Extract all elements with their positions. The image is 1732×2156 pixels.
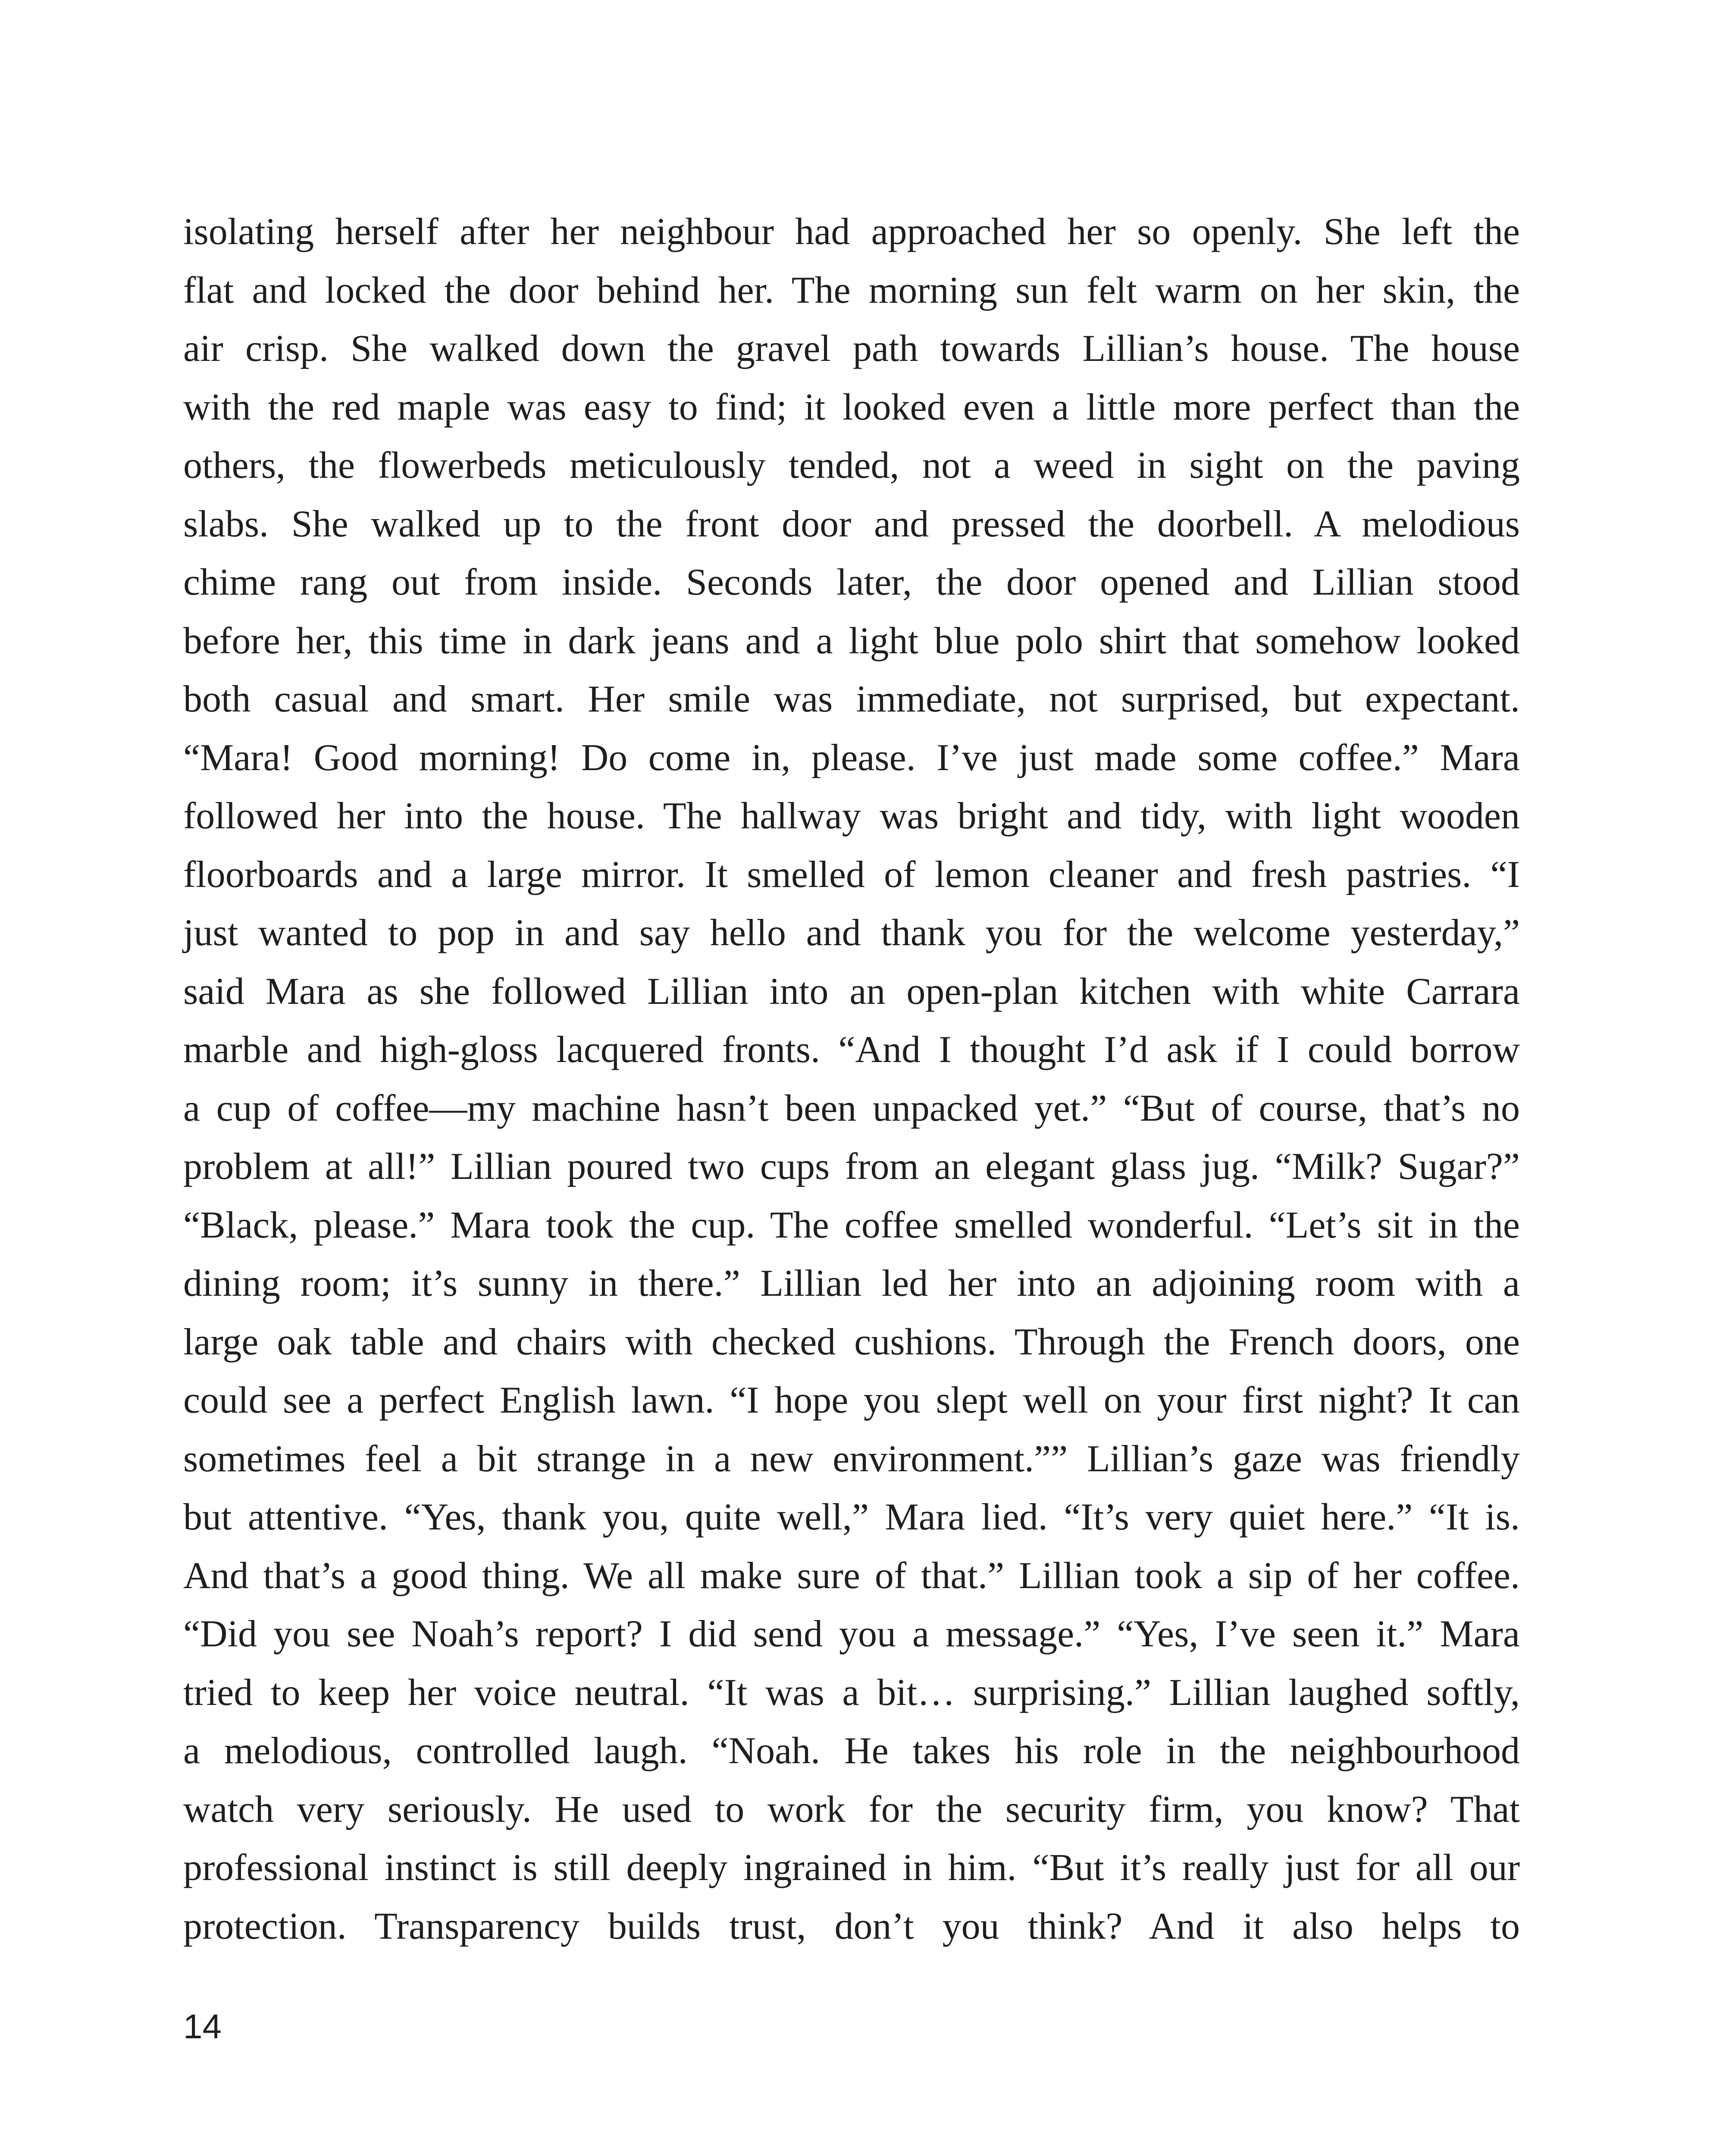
body-text	[183, 203, 1520, 1955]
text-line: problem at all!” Lillian poured two cups from an elegant glass jug. “Milk? Sugar?”	[183, 1146, 1520, 1188]
text-line: large oak table and chairs with checked cushions. Through the French doors, one	[183, 1321, 1520, 1363]
text-line: both casual and smart. Her smile was immediate, not surprised, but expectant.	[183, 678, 1520, 720]
text-line: followed her into the house. The hallway was bright and tidy, with light wooden	[183, 795, 1520, 837]
text-line: a melodious, controlled laugh. “Noah. He takes his role in the neighbourhood	[183, 1730, 1520, 1772]
text-line: with the red maple was easy to find; it looked even a little more perfect than the	[183, 386, 1520, 428]
text-line: a cup of coffee—my machine hasn’t been unpacked yet.” “But of course, that’s no	[183, 1087, 1520, 1129]
text-line: watch very seriously. He used to work for the security firm, you know? That	[183, 1788, 1520, 1830]
page-number: 14	[183, 2007, 222, 2046]
text-line: “Mara! Good morning! Do come in, please. I’ve just made some coffee.” Mara	[183, 736, 1520, 779]
text-line: protection. Transparency builds trust, don’t you think? And it also helps to	[183, 1905, 1520, 1947]
text-line: said Mara as she followed Lillian into an open-plan kitchen with white Carrara	[183, 970, 1520, 1012]
text-line: air crisp. She walked down the gravel path towards Lillian’s house. The house	[183, 328, 1520, 370]
text-line: And that’s a good thing. We all make sure of that.” Lillian took a sip of her coffee.	[183, 1554, 1520, 1597]
text-line: “Did you see Noah’s report? I did send you a message.” “Yes, I’ve seen it.” Mara	[183, 1613, 1520, 1655]
text-line: isolating herself after her neighbour had approached her so openly. She left the	[183, 211, 1520, 253]
text-line: floorboards and a large mirror. It smelled of lemon cleaner and fresh pastries. “I	[183, 853, 1520, 896]
text-line: others, the flowerbeds meticulously tended, not a weed in sight on the paving	[183, 445, 1520, 486]
text-line: just wanted to pop in and say hello and thank you for the welcome yesterday,”	[183, 912, 1520, 954]
text-line: “Black, please.” Mara took the cup. The coffee smelled wonderful. “Let’s sit in the	[183, 1204, 1520, 1246]
text-line: slabs. She walked up to the front door and pressed the doorbell. A melodious	[183, 503, 1520, 545]
text-line: but attentive. “Yes, thank you, quite well,” Mara lied. “It’s very quiet here.” “It is.	[183, 1496, 1520, 1538]
text-line: marble and high-gloss lacquered fronts. “And I thought I’d ask if I could borrow	[183, 1029, 1520, 1071]
text-line: dining room; it’s sunny in there.” Lillian led her into an adjoining room with a	[183, 1263, 1520, 1304]
text-line: could see a perfect English lawn. “I hope you slept well on your first night? It can	[183, 1379, 1520, 1421]
text-line: before her, this time in dark jeans and a light blue polo shirt that somehow looked	[183, 620, 1520, 662]
text-line: sometimes feel a bit strange in a new environment.”” Lillian’s gaze was friendly	[183, 1438, 1520, 1480]
text-line: tried to keep her voice neutral. “It was a bit… surprising.” Lillian laughed softly,	[183, 1671, 1520, 1714]
text-line: chime rang out from inside. Seconds later, the door opened and Lillian stood	[183, 561, 1520, 603]
text-line: professional instinct is still deeply ingrained in him. “But it’s really just for all our	[183, 1847, 1520, 1889]
text-line: flat and locked the door behind her. The morning sun felt warm on her skin, the	[183, 269, 1520, 311]
